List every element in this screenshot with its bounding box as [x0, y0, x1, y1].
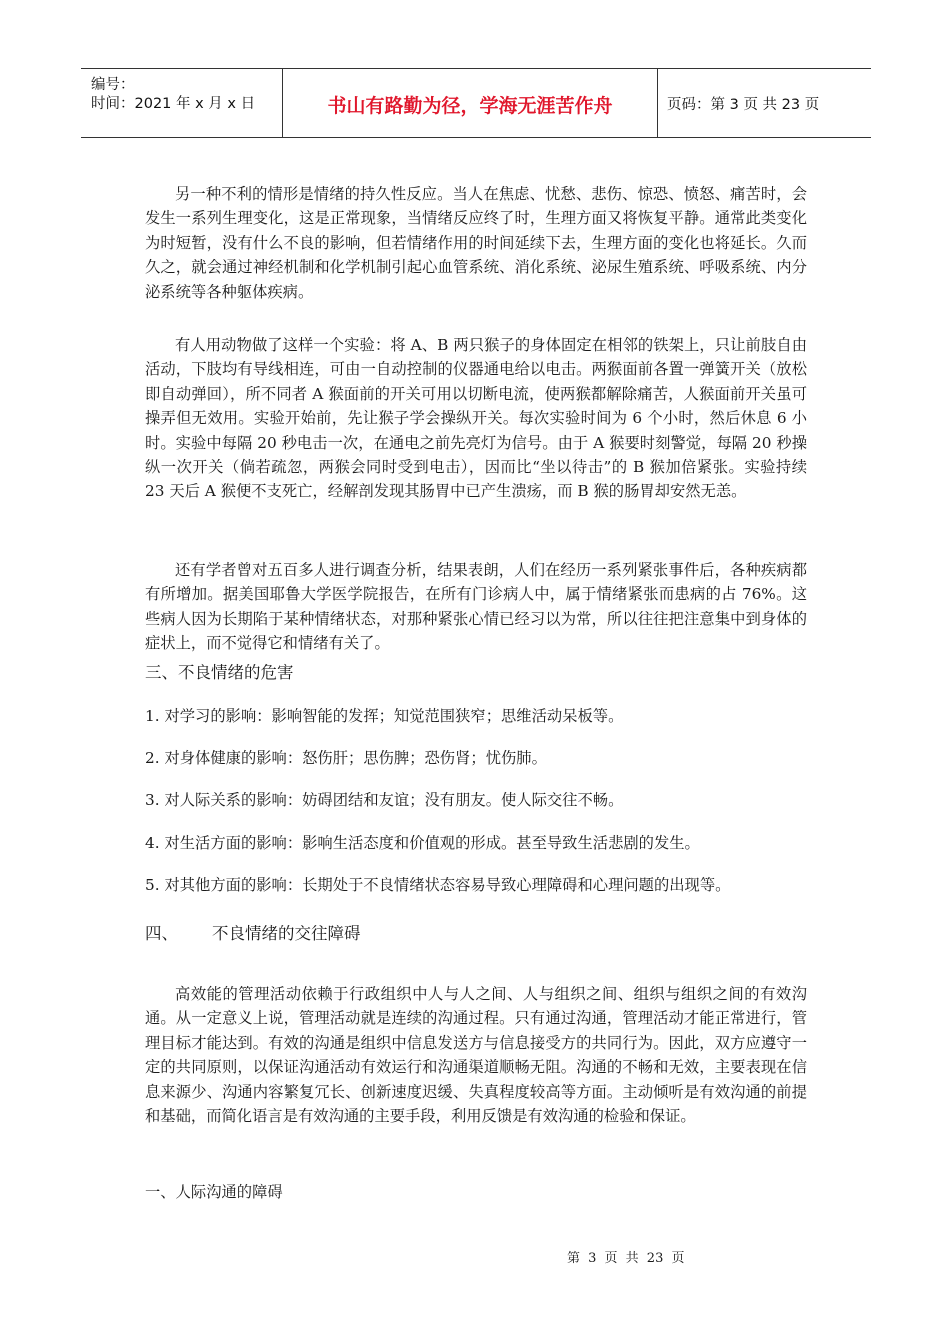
paragraph-persistent-reaction: 另一种不利的情形是情绪的持久性反应。当人在焦虑、忧愁、悲伤、惊恐、愤怒、痛苦时，会发生一系列生理变化，这是正常现象，当情绪反应终了时，生理方面又将恢复平静。通常此类变化为时短暂，没有什么不良的影响，但若情绪作用的时间延续下去，生理方面的变化也将延长。久而久之，就会通过神经机制和化学机制引起心血管系统、消化系统、泌尿生殖系统、呼吸系统、内分泌系统等各种躯体疾病。 — [145, 185, 807, 301]
header-info-cell — [81, 69, 282, 137]
page-footer: 第 3 页 共 23 页 — [567, 1251, 685, 1266]
section-three-title: 三、不良情绪的危害 — [145, 663, 294, 682]
number-label: 编号： — [91, 77, 135, 93]
section-four-number: 四、 — [145, 924, 178, 943]
list-item-health: 2. 对身体健康的影响：怒伤肝；思伤脾；恐伤肾；忧伤肺。 — [145, 749, 547, 767]
header-motto: 书山有路勤为径，学海无涯苦作舟 — [327, 95, 613, 117]
list-item-other: 5. 对其他方面的影响：长期处于不良情绪状态容易导致心理障碍和心理问题的出现等。 — [145, 876, 731, 894]
document-header — [81, 68, 871, 138]
header-motto-cell — [282, 69, 658, 137]
paragraph-communication: 高效能的管理活动依赖于行政组织中人与人之间、人与组织之间、组织与组织之间的有效沟通。从一定意义上说，管理活动就是连续的沟通过程。只有通过沟通，管理活动才能正常进行，管理目标才能达到。有效的沟通是组织中信息发送方与信息接受方的共同行为。因此，双方应遵守一定的共同原则，以保证沟通活动有效运行和沟通渠道顺畅无阻。沟通的不畅和无效，主要表现在信息来源少、沟通内容繁复冗长、创新速度迟缓、失真程度较高等方面。主动倾听是有效沟通的前提和基础，而简化语言是有效沟通的主要手段，利用反馈是有效沟通的检验和保证。 — [145, 985, 807, 1126]
subsection-title: 一、人际沟通的障碍 — [145, 1183, 283, 1201]
section-four-title: 不良情绪的交往障碍 — [212, 924, 361, 943]
list-item-learning: 1. 对学习的影响：影响智能的发挥；知觉范围狭窄；思维活动呆板等。 — [145, 707, 624, 725]
time-line: 时间：2021 年 x 月 x 日 — [91, 96, 256, 112]
page-code: 页码：第 3 页 共 23 页 — [667, 97, 820, 113]
list-item-life: 4. 对生活方面的影响：影响生活态度和价值观的形成。甚至导致生活悲剧的发生。 — [145, 834, 700, 852]
list-item-relations: 3. 对人际关系的影响：妨碍团结和友谊；没有朋友。使人际交往不畅。 — [145, 791, 624, 809]
paragraph-monkey-experiment: 有人用动物做了这样一个实验：将 A、B 两只猴子的身体固定在相邻的铁架上，只让前肢自由活动，下肢均有导线相连，可由一自动控制的仪器通电给以电击。两猴面前各置一弹簧开关（放松即自动弹回），所不同者 A 猴面前的开关可用以切断电流，使两猴都解除痛苦，人猴面前开关虽可操弄但无效用。实验开始前，先让猴子学会操纵开关。每次实验时间为 6 个小时，然后休息 6 小时。实验中每隔 20 秒电击一次，在通电之前先亮灯为信号。由于 A 猴要时刻警觉，每隔 20 秒操纵一次开关（倘若疏忽，两猴会同时受到电击），因而比“坐以待击”的 B 猴加倍紧张。实验持续 23 天后 A 猴便不支死亡，经解剖发现其肠胃中已产生溃疡，而 B 猴的肠胃却安然无恙。 — [145, 336, 807, 501]
header-page-cell — [657, 69, 871, 137]
paragraph-survey: 还有学者曾对五百多人进行调查分析，结果表朗，人们在经历一系列紧张事件后，各种疾病都有所增加。据美国耶鲁大学医学院报告，在所有门诊病人中，属于情绪紧张而患病的占 76%。这些病人因为长期陷于某种情绪状态，对那种紧张心情已经习以为常，所以往往把注意集中到身体的症状上，而不觉得它和情绪有关了。 — [145, 561, 807, 653]
